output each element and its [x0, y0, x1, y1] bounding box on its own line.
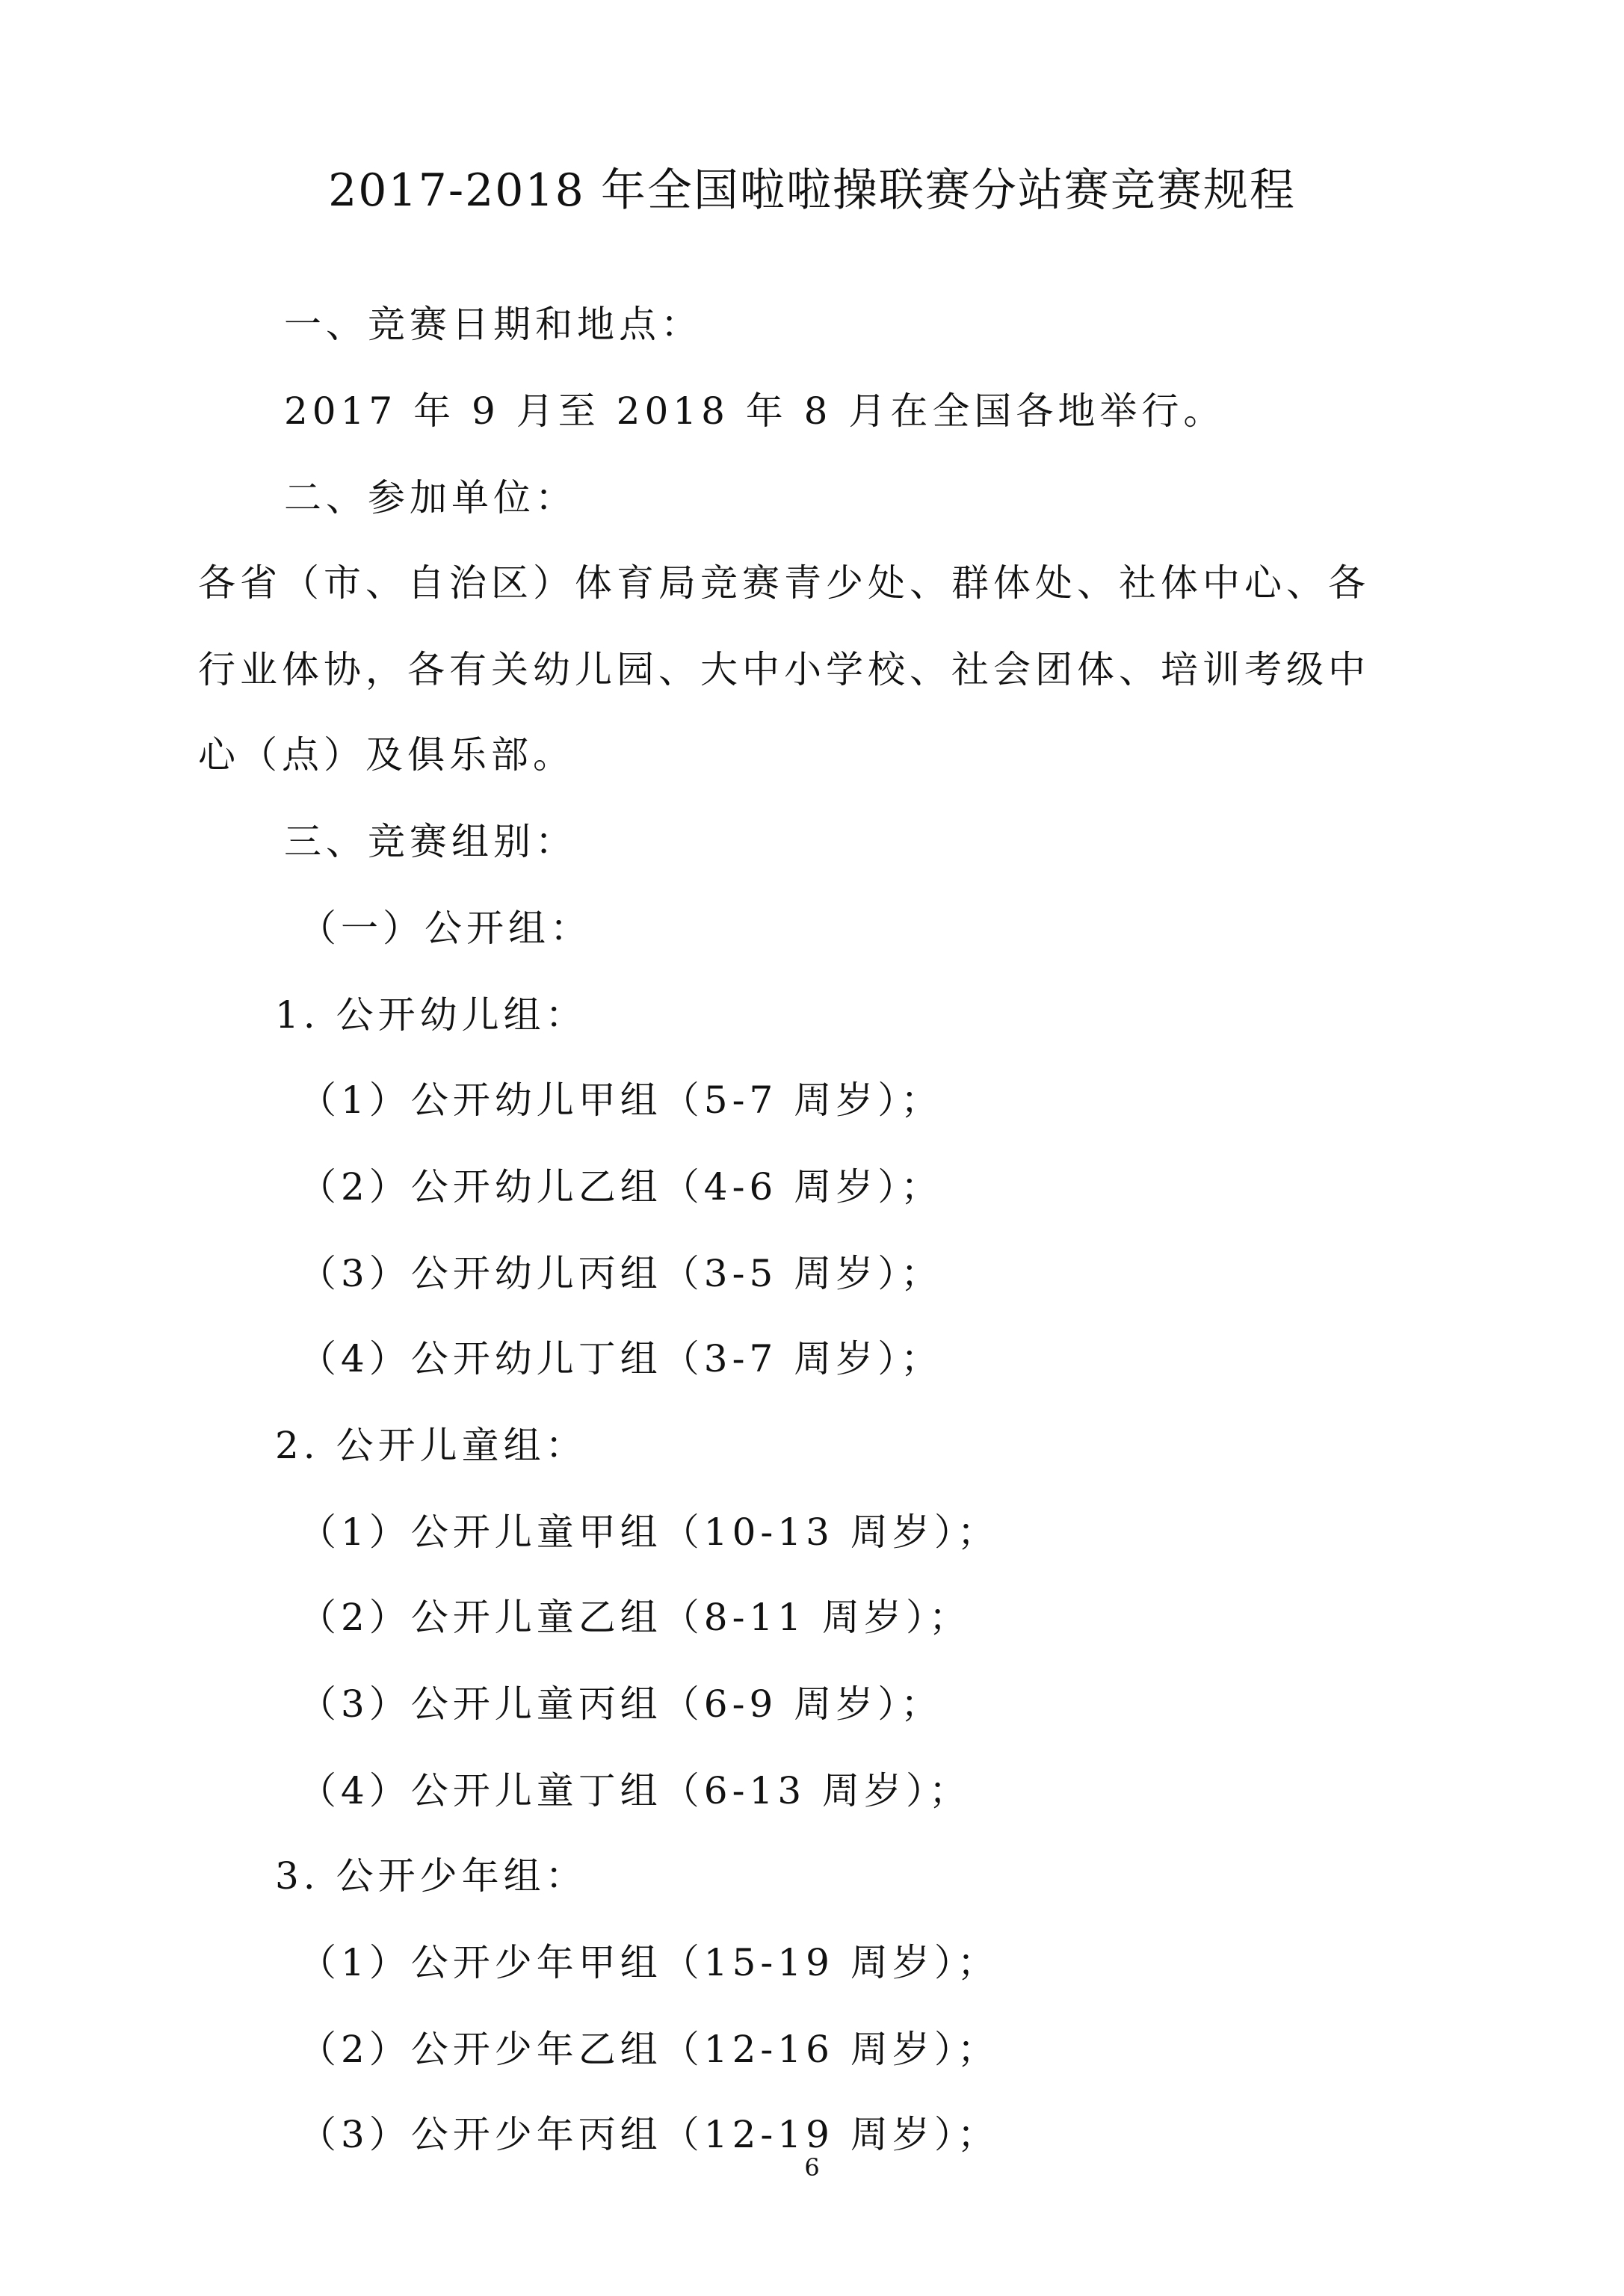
group-open-heading: （一）公开组：	[299, 907, 592, 950]
section2-body-line-2: 行业体协，各有关幼儿园、大中小学校、社会团体、培训考级中	[198, 648, 1370, 691]
list-item: （3）公开幼儿丙组（3-5 周岁）；	[299, 1252, 943, 1295]
list-item: （2）公开幼儿乙组（4-6 周岁）；	[299, 1165, 943, 1209]
section2-heading: 二、参加单位：	[284, 476, 577, 519]
document-title: 2017-2018 年全国啦啦操联赛分站赛竞赛规程	[328, 164, 1296, 217]
section2-body-line-3: 心（点）及俱乐部。	[198, 733, 575, 777]
sub3-heading: 3. 公开少年组：	[275, 1854, 587, 1898]
section1-heading: 一、竞赛日期和地点：	[284, 303, 703, 346]
list-item: （4）公开儿童丁组（6-13 周岁）；	[299, 1769, 972, 1812]
list-item: （1）公开儿童甲组（10-13 周岁）；	[299, 1510, 999, 1554]
section1-body: 2017 年 9 月至 2018 年 8 月在全国各地举行。	[284, 389, 1226, 433]
sub2-heading: 2. 公开儿童组：	[275, 1424, 587, 1467]
page-number: 6	[804, 2153, 820, 2182]
list-item: （1）公开幼儿甲组（5-7 周岁）；	[299, 1078, 943, 1122]
list-item: （2）公开儿童乙组（8-11 周岁）；	[299, 1596, 972, 1639]
sub1-heading: 1. 公开幼儿组：	[275, 993, 587, 1037]
list-item: （4）公开幼儿丁组（3-7 周岁）；	[299, 1337, 943, 1380]
section3-heading: 三、竞赛组别：	[284, 820, 577, 863]
section2-body-line-1: 各省（市、自治区）体育局竞赛青少处、群体处、社体中心、各	[198, 561, 1370, 605]
list-item: （3）公开少年丙组（12-19 周岁）；	[299, 2113, 999, 2156]
list-item: （2）公开少年乙组（12-16 周岁）；	[299, 2028, 999, 2071]
list-item: （1）公开少年甲组（15-19 周岁）；	[299, 1941, 999, 1984]
list-item: （3）公开儿童丙组（6-9 周岁）；	[299, 1682, 943, 1726]
